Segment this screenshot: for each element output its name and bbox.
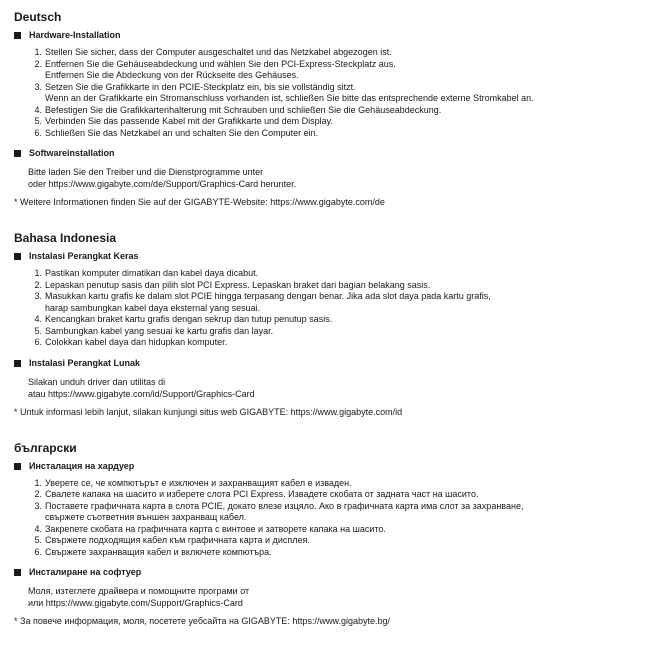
step-item: 5. Sambungkan kabel yang sesuai ke kartu grafis dan layar. bbox=[34, 325, 274, 336]
step-item: 2. Lepaskan penutup sasis dan pilih slot PCI Express. Lepaskan braket dari bagian belakang sasis. bbox=[34, 279, 431, 290]
language-block-bg bbox=[14, 440, 659, 628]
step-item: 4. Befestigen Sie die Grafikkartenhalterung mit Schrauben und schließen Sie die Gehäuseabdeckung. bbox=[34, 104, 442, 115]
step-item: 2. Entfernen Sie die Gehäuseabdeckung und wählen Sie den PCI-Express-Steckplatz aus. Entfernen Sie die Abdeckung von der Rückseite des Gehäuses. bbox=[34, 58, 396, 80]
step-item: 1. Уверете се, че компютърът е изключен и захранващият кабел е изваден. bbox=[34, 477, 352, 488]
hardware-section-title: Инсталация на хардуер bbox=[29, 460, 135, 471]
bullet-square-icon bbox=[14, 360, 21, 367]
step-item: 6. Colokkan kabel daya dan hidupkan komputer. bbox=[34, 337, 228, 347]
step-item: 5. Свържете подходящия кабел към графичната карта и дисплея. bbox=[34, 535, 310, 545]
hardware-section-title: Instalasi Perangkat Keras bbox=[29, 251, 139, 261]
software-section-title: Softwareinstallation bbox=[29, 148, 115, 158]
bullet-square-icon bbox=[14, 569, 21, 576]
bullet-square-icon bbox=[14, 463, 21, 470]
step-item: 3. Поставете графичната карта в слота PCIE, докато влезе изцяло. Ако в графичната карта има слот за захранване, свържете съответния външен захранващ кабел. bbox=[34, 500, 524, 522]
step-item: 1. Stellen Sie sicher, dass der Computer ausgeschaltet und das Netzkabel abgezogen ist. bbox=[34, 47, 392, 57]
language-block-id bbox=[14, 230, 659, 418]
language-title: български bbox=[14, 440, 77, 455]
software-section-title: Инсталиране на софтуер bbox=[29, 567, 142, 577]
hardware-steps-list bbox=[14, 478, 659, 559]
footnote: * Untuk informasi lebih lanjut, silakan kunjungi situs web GIGABYTE: https://www.gigabyte.com/id bbox=[14, 406, 403, 417]
step-item: 6. Свържете захранващия кабел и включете компютъра. bbox=[34, 546, 272, 557]
hardware-section-heading bbox=[14, 250, 659, 263]
hardware-section-title: Hardware-Installation bbox=[29, 30, 121, 40]
software-section-heading bbox=[14, 566, 659, 579]
step-item: 4. Закрепете скобата на графичната карта с винтове и затворете капака на шасито. bbox=[34, 523, 386, 534]
software-section-title: Instalasi Perangkat Lunak bbox=[29, 357, 141, 368]
footnote: * За повече информация, моля, посетете уебсайта на GIGABYTE: https://www.gigabyte.bg/ bbox=[14, 616, 390, 626]
step-item: 3. Setzen Sie die Grafikkarte in den PCIE-Steckplatz ein, bis sie vollständig sitzt. Wenn an der Grafikkarte ein Stromanschluss vorhanden ist, schließen Sie bitte das entsprechende externe Stromkabel an. bbox=[34, 81, 534, 103]
hardware-section-heading bbox=[14, 460, 659, 473]
software-paragraph: Bitte laden Sie den Treiber und die Dienstprogramme unter oder https://www.gigabyte.com/de/Support/Graphics-Card herunter. bbox=[28, 167, 297, 189]
software-paragraph: Silakan unduh driver dan utilitas di atau https://www.gigabyte.com/id/Support/Graphics-Card bbox=[28, 376, 255, 399]
step-item: 5. Verbinden Sie das passende Kabel mit der Grafikkarte und dem Display. bbox=[34, 116, 333, 126]
hardware-steps-list bbox=[14, 47, 659, 139]
footnote: * Weitere Informationen finden Sie auf der GIGABYTE-Website: https://www.gigabyte.com/de bbox=[14, 197, 385, 207]
bullet-square-icon bbox=[14, 32, 21, 39]
step-item: 6. Schließen Sie das Netzkabel an und schalten Sie den Computer ein. bbox=[34, 127, 319, 138]
bullet-square-icon bbox=[14, 150, 21, 157]
language-block-de bbox=[14, 9, 659, 208]
software-section-heading bbox=[14, 357, 659, 370]
document-page bbox=[14, 9, 659, 627]
step-item: 4. Kencangkan braket kartu grafis dengan sekrup dan tutup penutup sasis. bbox=[34, 314, 333, 324]
step-item: 3. Masukkan kartu grafis ke dalam slot PCIE hingga terpasang dengan benar. Jika ada slot daya pada kartu grafis, harap sambungkan kabel daya eksternal yang sesuai. bbox=[34, 291, 491, 313]
bullet-square-icon bbox=[14, 253, 21, 260]
step-item: 2. Свалете капака на шасито и изберете слота PCI Express. Извадете скобата от задната част на шасито. bbox=[34, 489, 479, 499]
software-paragraph: Моля, изтеглете драйвера и помощните програми от или https://www.gigabyte.com/Support/Graphics-Card bbox=[28, 586, 250, 608]
hardware-steps-list bbox=[14, 268, 659, 349]
hardware-section-heading bbox=[14, 29, 659, 42]
language-title: Deutsch bbox=[14, 10, 62, 24]
language-title: Bahasa Indonesia bbox=[14, 231, 117, 245]
step-item: 1. Pastikan komputer dimatikan dan kabel daya dicabut. bbox=[34, 268, 259, 278]
software-section-heading bbox=[14, 147, 659, 160]
